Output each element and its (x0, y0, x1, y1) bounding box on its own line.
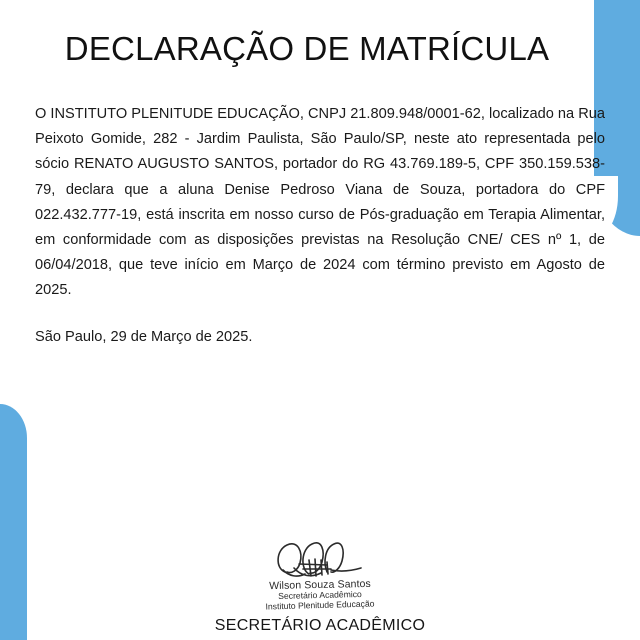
stamp-organization: Instituto Plenitude Educação (265, 598, 375, 612)
signature-block (0, 538, 640, 610)
declaration-body (35, 102, 605, 304)
declaration-paragraph: O INSTITUTO PLENITUDE EDUCAÇÃO, CNPJ 21.809.948/0001-62, localizado na Rua Peixoto Gomide, 282 - Jardim Paulista, São Paulo/SP, neste ato representada pelo sócio RENATO AUGUSTO SANTOS, portador do RG 43.769.189-5, CPF 350.159.538-79, declara que a aluna Denise Pedroso Viana de Souza, portadora do CPF 022.432.777-19, está inscrita em nosso curso de Pós-graduação em Terapia Alimentar, em conformidade com as disposições previstas na Resolução CNE/ CES nº 1, de 06/04/2018, que teve início em Março de 2024 com término previsto em Agosto de 2025. (35, 106, 605, 299)
document-title: DECLARAÇÃO DE MATRÍCULA (64, 30, 550, 67)
place-and-date: São Paulo, 29 de Março de 2025. (35, 329, 253, 345)
stamp-signer-role: Secretário Acadêmico (278, 588, 362, 602)
signature-role-caption: SECRETÁRIO ACADÊMICO (214, 617, 426, 634)
stamp-signer-name: Wilson Souza Santos (269, 577, 371, 593)
handwritten-signature-icon (265, 538, 375, 582)
